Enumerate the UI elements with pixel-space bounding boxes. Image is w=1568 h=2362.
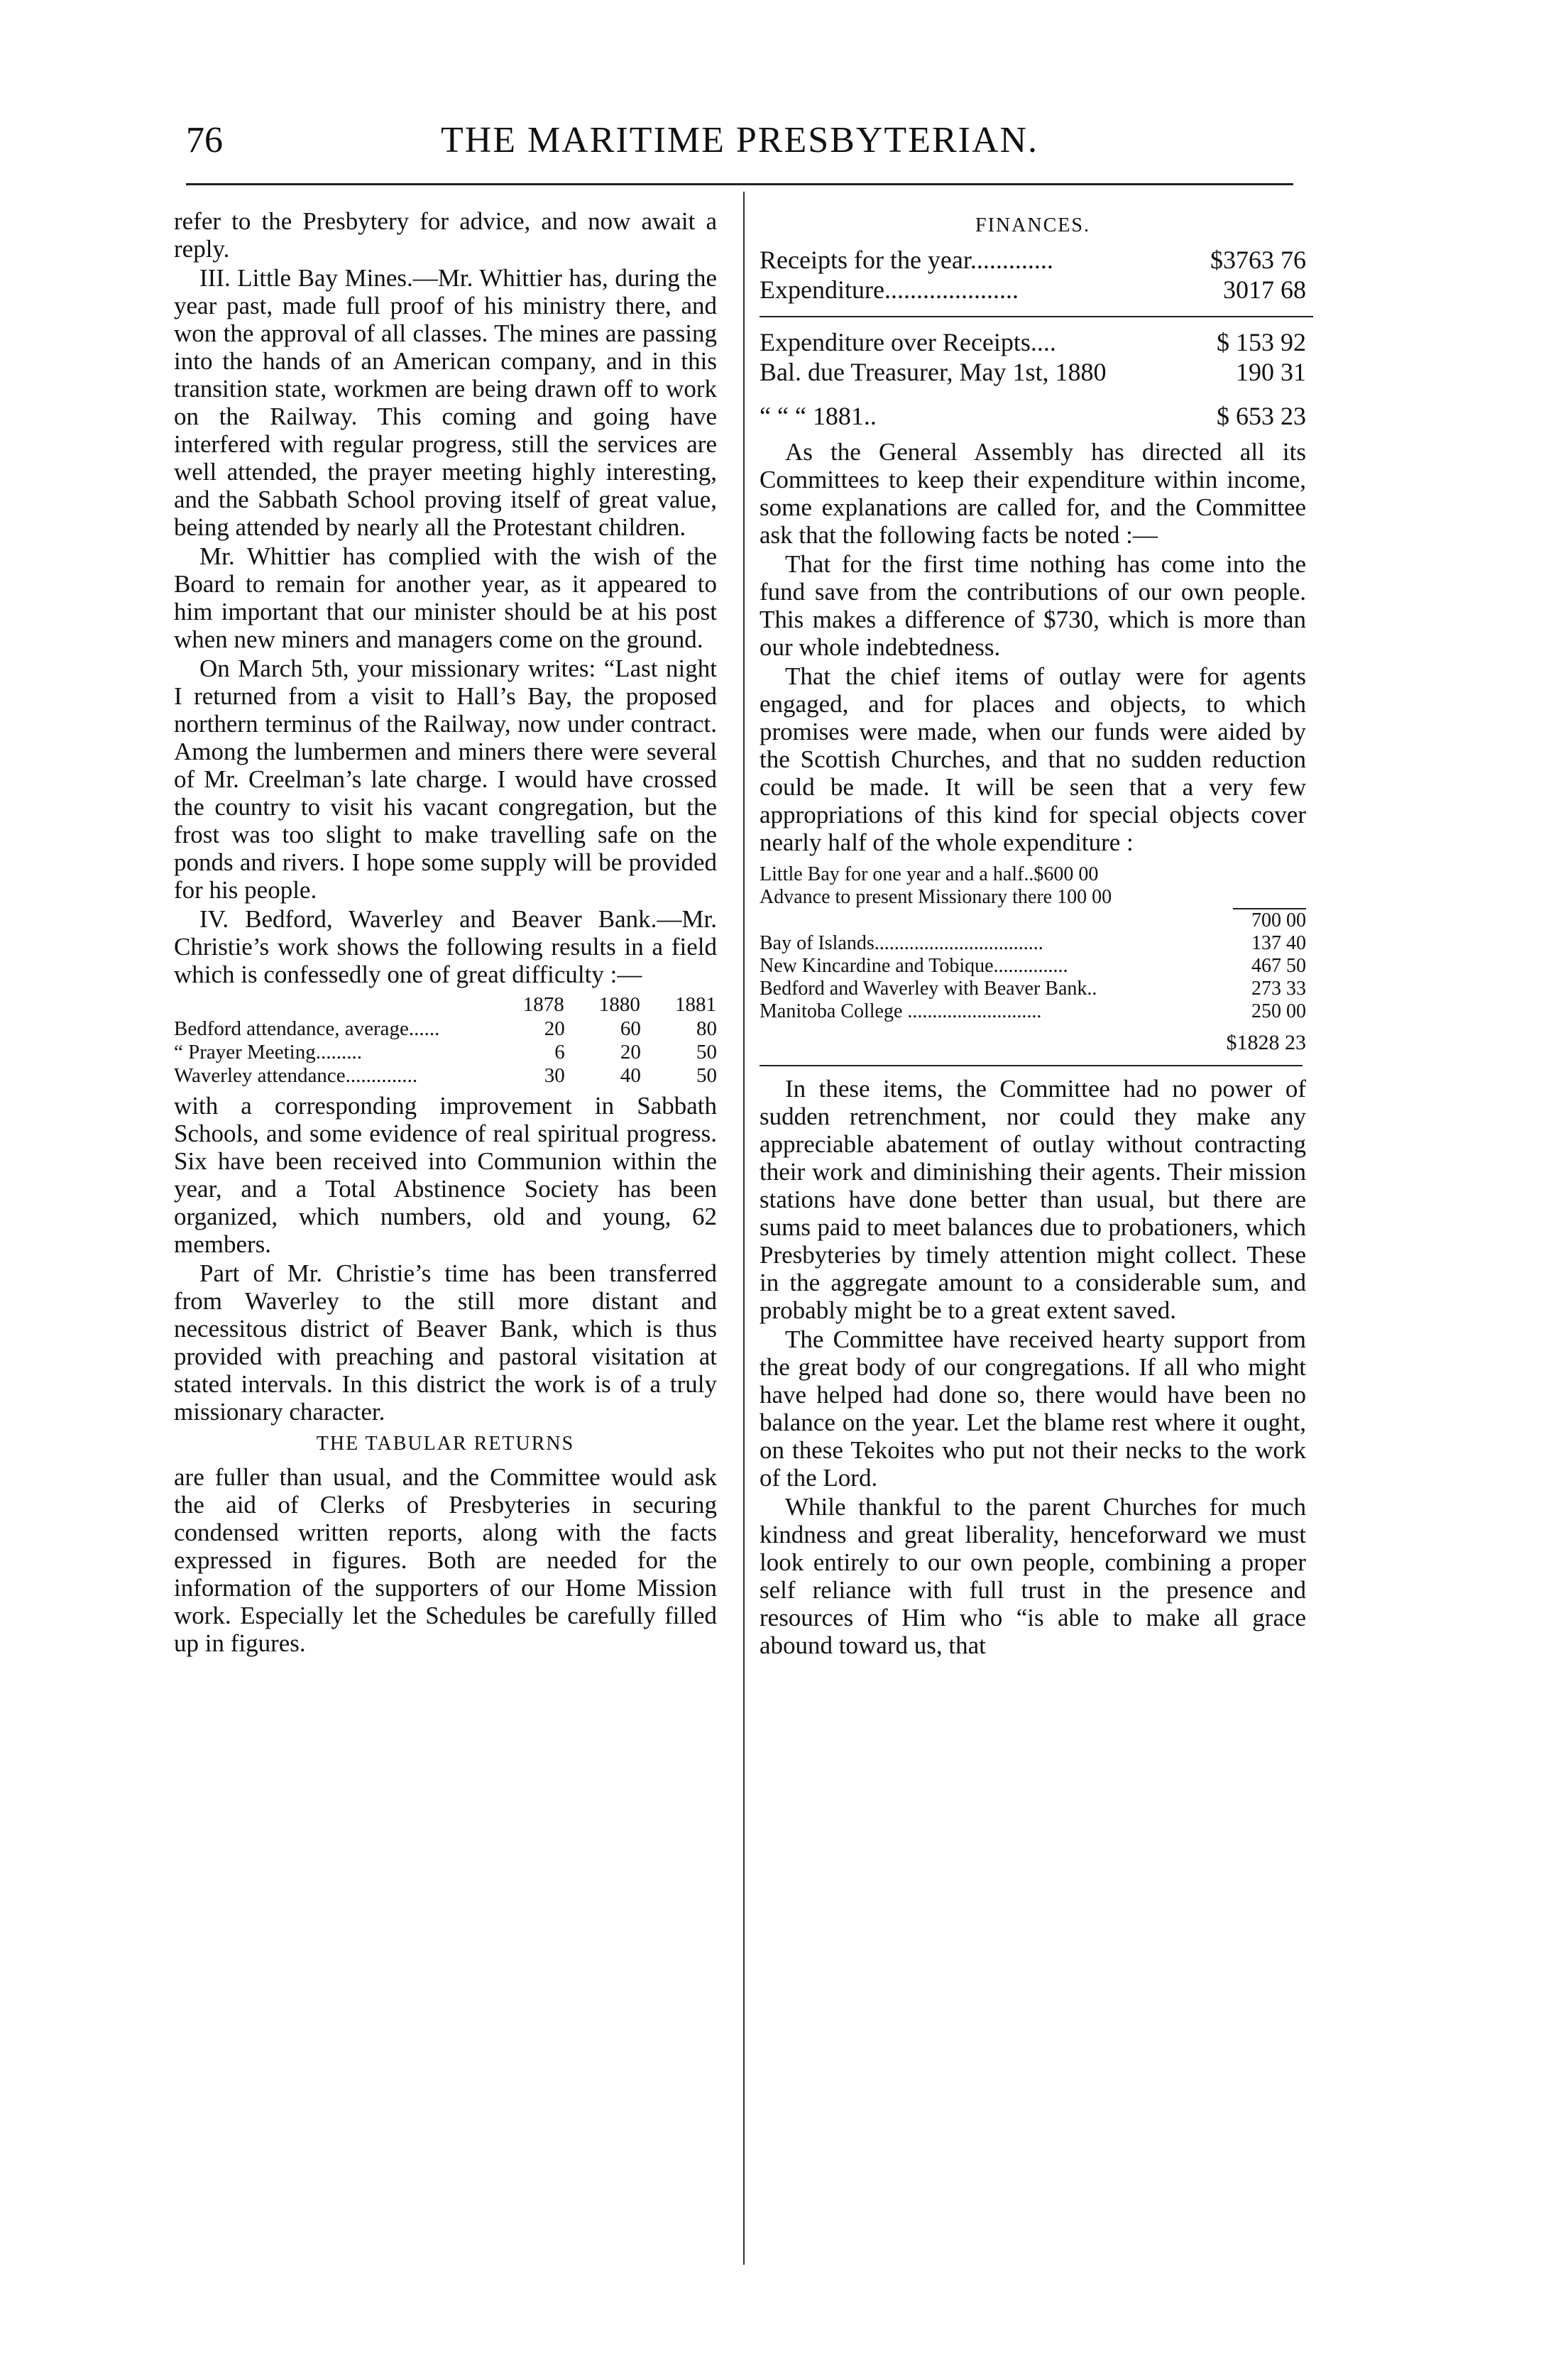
cell: 30 [544,1064,565,1087]
right-column [760,207,1306,1661]
paragraph: refer to the Presbytery for advice, and now await a reply. [174,207,717,263]
section-heading: FINANCES. [975,214,1090,236]
table-row [760,909,1306,932]
cell: $ 653 23 [1217,402,1306,430]
left-column [174,207,717,1658]
cell: 80 [696,1017,717,1040]
table-row [760,327,1306,357]
row-label: Bedford attendance, average...... [174,1017,440,1040]
cell [1233,863,1306,886]
table-row [760,978,1306,1000]
cell: 273 33 [1251,978,1306,1000]
cell: 20 [544,1017,565,1040]
paragraph: with a corresponding improvement in Sabbath Schools, and some evidence of real spiritual progress. Six have been received into Communion within the year, and a Total Abstinence Society has been organized, which numbers, old and young, 62 members. [174,1092,717,1258]
paragraph: While thankful to the parent Churches for much kindness and great liberality, henceforward we must look entirely to our own people, combining a proper self reliance with full trust in the presence and resources of Him who “is able to make all grace abound toward us, that [760,1493,1306,1659]
row-label: New Kincardine and Tobique............... [760,955,1068,977]
rule [760,316,1313,317]
paragraph: As the General Assembly has directed all its Committees to keep their expenditure within income, some explanations are called for, and the Committee ask that the following facts be noted :— [760,438,1306,549]
table-row [760,1000,1306,1023]
table-row [760,387,1306,431]
row-label [760,909,1233,932]
paragraph-letter: On March 5th, your missionary writes: “Last night I returned from a visit to Hall’s Bay, the proposed northern terminus of the Railway, now under contract. Among the lumbermen and miners there were several of Mr. Creelman’s late charge. I would have crossed the country to visit his vacant congregation, but the frost was too slight to make travelling safe on the ponds and rivers. I hope some supply will be provided for his people. [174,655,717,904]
paragraph: In these items, the Committee had no power of sudden retrenchment, nor could they make any appreciable abatement of outlay without contracting their work and diminishing their agents. Their mission stations have done better than usual, but there are sums paid to meet balances due to probationers, which Presbyteries by timely attention might collect. These in the aggregate amount to a considerable sum, and probably might be to a great extent saved. [760,1075,1306,1324]
cell: 50 [696,1041,717,1064]
column-divider [743,192,745,2265]
paragraph: Part of Mr. Christie’s time has been transferred from Waverley to the still more distant and necessitous district of Beaver Bank, which is thus provided with preaching and pastoral visitation at stated intervals. In this district the work is of a truly missionary character. [174,1259,717,1426]
paragraph-bedford: IV. Bedford, Waverley and Beaver Bank.—Mr. Christie’s work shows the following results in a field which is confessedly one of great difficulty :— [174,905,717,988]
year-header: 1881 [675,993,716,1016]
cell: 700 00 [1233,909,1306,932]
page-number: 76 [186,120,223,160]
section-subheading: THE TABULAR RETURNS [316,1433,575,1455]
table-header-row [174,993,717,1017]
cell: 60 [620,1017,641,1040]
table-row [760,863,1306,886]
row-label: Manitoba College ........................... [760,1000,1042,1022]
table-row [760,275,1306,305]
cell: 250 00 [1251,1000,1306,1022]
paragraph: That the chief items of outlay were for agents engaged, and for places and objects, to which promises were made, when our funds were aided by the Scottish Churches, and that no sudden reduction could be made. It will be seen that a very few appropriations of this kind for special objects cover nearly half of the whole expenditure : [760,662,1306,856]
finance-balance-table [760,327,1306,431]
paragraph: Mr. Whittier has complied with the wish of the Board to remain for another year, as it appeared to him important that our minister should be at his post when new miners and managers come on the ground. [174,542,717,653]
row-label: “ Prayer Meeting......... [174,1041,362,1064]
cell: 467 50 [1251,955,1306,977]
cell: 6 [554,1041,565,1064]
year-header: 1878 [522,993,564,1016]
outlay-total: $1828 23 [1226,1031,1306,1054]
running-title: THE MARITIME PRESBYTERIAN. [440,120,1039,160]
row-label: Bedford and Waverley with Beaver Bank.. [760,978,1097,1000]
cell: 3017 68 [1223,275,1306,304]
cell: 190 31 [1236,358,1306,386]
row-label: Bay of Islands.................................. [760,932,1043,954]
paragraph: The Committee have received hearty support from the great body of our congregations. If all who might have helped had done so, there would have been no balance on the year. Let the blame rest where it ought, on these Tekoites who put not their necks to the work of the Lord. [760,1325,1306,1492]
row-label: Waverley attendance.............. [174,1064,418,1087]
cell: 20 [620,1041,641,1064]
cell [1233,886,1306,909]
table-row [174,1017,717,1041]
row-label: Advance to present Missionary there 100 00 [760,886,1112,908]
page-header [186,119,1293,169]
attendance-table [174,993,717,1088]
table-row [760,932,1306,955]
row-label: Bal. due Treasurer, May 1st, 1880 [760,358,1107,386]
table-row [760,886,1306,909]
table-row [174,1041,717,1064]
row-label: Expenditure..................... [760,275,1019,304]
row-label: Little Bay for one year and a half..$600 00 [760,863,1099,885]
table-row [760,357,1306,387]
table-row [760,955,1306,978]
header-rule [186,183,1293,185]
year-header: 1880 [598,993,640,1016]
table-row [760,245,1306,275]
cell: 137 40 [1251,932,1306,954]
finance-table [760,245,1306,305]
cell: $ 153 92 [1217,328,1306,356]
row-label: “ “ “ 1881.. [760,402,877,430]
cell: $3763 76 [1210,246,1306,274]
paragraph: That for the first time nothing has come into the fund save from the contributions of our own people. This makes a difference of $730, which is more than our whole indebtedness. [760,550,1306,661]
row-label: Receipts for the year............. [760,246,1053,274]
table-row [174,1064,717,1088]
cell: 40 [620,1064,641,1087]
outlay-table [760,863,1306,1023]
rule [760,1065,1303,1066]
paragraph: are fuller than usual, and the Committee would ask the aid of Clerks of Presbyteries in securing condensed written reports, along with the facts expressed in figures. Both are needed for the information of the supporters of our Home Mission work. Especially let the Schedules be carefully filled up in figures. [174,1463,717,1657]
cell: 50 [696,1064,717,1087]
paragraph-little-bay: III. Little Bay Mines.—Mr. Whittier has, during the year past, made full proof of his ministry there, and won the approval of all classes. The mines are passing into the hands of an American company, and in this transition state, workmen are being drawn off to work on the Railway. This coming and going have interfered with regular progress, still the services are well attended, the prayer meeting highly interesting, and the Sabbath School proving itself of great value, being attended by nearly all the Protestant children. [174,264,717,541]
row-label: Expenditure over Receipts.... [760,328,1056,356]
